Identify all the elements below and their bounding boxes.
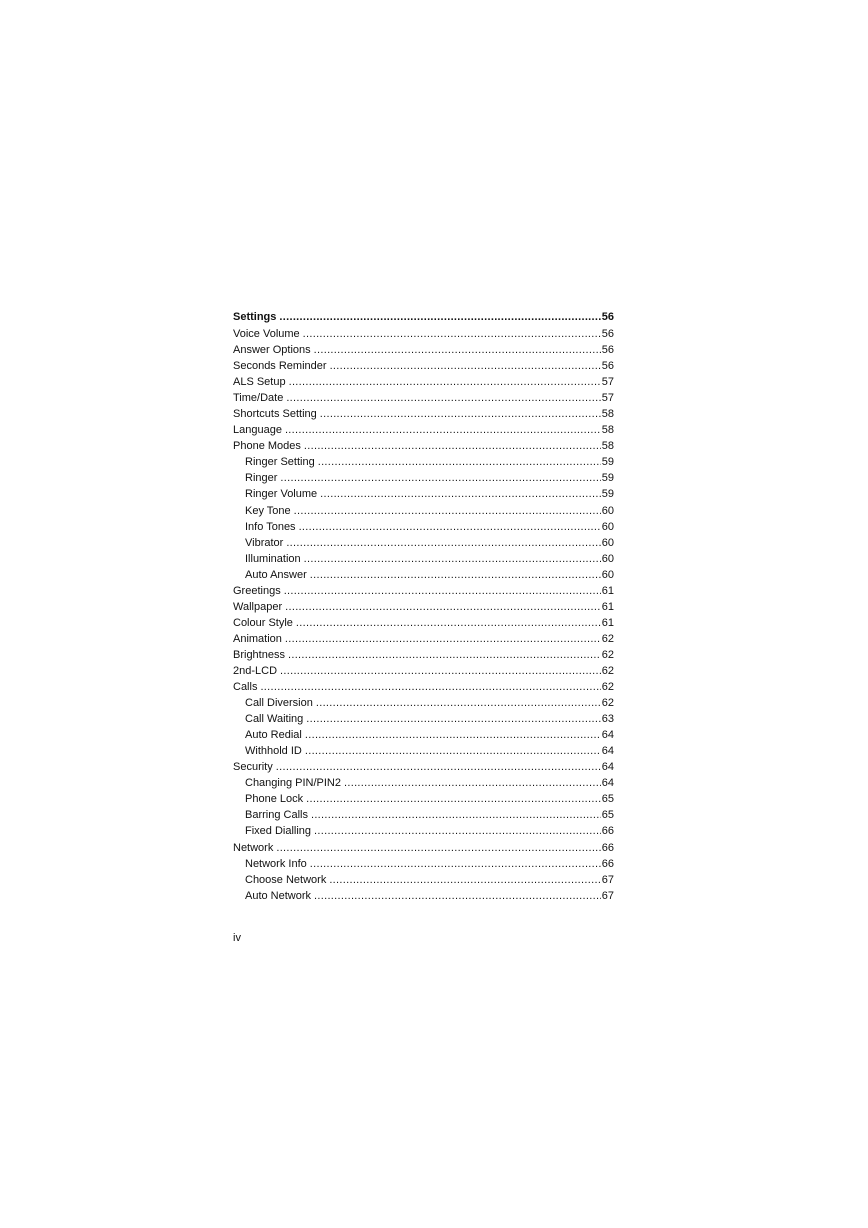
toc-entry-title: Wallpaper	[233, 600, 283, 613]
toc-entry-page: 62	[601, 648, 614, 661]
dot-leader	[316, 695, 601, 711]
toc-entry-page: 58	[601, 424, 614, 437]
toc-entry-page: 64	[601, 777, 614, 790]
toc-entry[interactable]	[233, 390, 614, 406]
toc-entry-page: 56	[601, 360, 614, 373]
toc-entry[interactable]	[233, 807, 614, 823]
dot-leader	[279, 309, 600, 326]
toc-entry-title: Ringer	[245, 472, 278, 485]
toc-entry-page: 62	[601, 632, 614, 645]
toc-entry-title: Brightness	[233, 648, 285, 661]
toc-entry-title: Network	[233, 841, 274, 854]
toc-entry[interactable]	[233, 438, 614, 454]
toc-entry-page: 56	[601, 344, 614, 357]
toc-entry-title: Network Info	[245, 857, 307, 870]
toc-entry[interactable]	[233, 342, 614, 358]
toc-entry[interactable]	[233, 679, 614, 695]
toc-entry-title: Choose Network	[245, 873, 327, 886]
toc-entry-page: 67	[601, 873, 614, 886]
page-number: iv	[233, 932, 241, 944]
toc-entry-page: 61	[601, 584, 614, 597]
toc-entry-title: Answer Options	[233, 344, 311, 357]
toc-entry-page: 62	[601, 697, 614, 710]
toc-entry[interactable]	[233, 406, 614, 422]
toc-entry[interactable]	[233, 583, 614, 599]
toc-entry-page: 56	[601, 311, 614, 323]
toc-entry-title: Animation	[233, 632, 282, 645]
dot-leader	[305, 743, 601, 759]
dot-leader	[305, 727, 601, 743]
table-of-contents	[233, 309, 614, 904]
toc-entry[interactable]	[233, 840, 614, 856]
toc-entry-title: 2nd-LCD	[233, 664, 278, 677]
toc-entry-title: Barring Calls	[245, 809, 308, 822]
dot-leader	[284, 583, 601, 599]
toc-entry-title: Vibrator	[245, 536, 284, 549]
toc-entry-title: Withhold ID	[245, 745, 302, 758]
toc-entry-page: 63	[601, 713, 614, 726]
toc-entry-page: 61	[601, 616, 614, 629]
toc-entry[interactable]	[233, 599, 614, 615]
dot-leader	[280, 663, 601, 679]
toc-entry-page: 56	[601, 328, 614, 340]
toc-entry-page: 62	[601, 664, 614, 677]
toc-entry-page: 64	[601, 761, 614, 774]
dot-leader	[276, 759, 601, 775]
toc-entry-page: 66	[601, 857, 614, 870]
dot-leader	[303, 326, 601, 342]
toc-entry-title: Shortcuts Setting	[233, 408, 317, 421]
dot-leader	[260, 679, 600, 695]
toc-entry-title: Settings	[233, 311, 277, 323]
toc-entry[interactable]	[233, 759, 614, 775]
toc-entry[interactable]	[233, 663, 614, 679]
dot-leader	[329, 872, 600, 888]
toc-entry[interactable]	[233, 535, 614, 551]
toc-entry[interactable]	[233, 309, 614, 326]
toc-entry-title: Ringer Volume	[245, 488, 318, 501]
toc-entry[interactable]	[233, 711, 614, 727]
dot-leader	[306, 711, 600, 727]
toc-entry-title: Time/Date	[233, 392, 284, 405]
dot-leader	[288, 647, 601, 663]
dot-leader	[344, 775, 601, 791]
dot-leader	[320, 486, 601, 502]
toc-entry-page: 60	[601, 552, 614, 565]
dot-leader	[330, 358, 601, 374]
dot-leader	[306, 791, 601, 807]
dot-leader	[310, 856, 601, 872]
toc-entry-title: Security	[233, 761, 273, 774]
toc-entry[interactable]	[233, 888, 614, 904]
dot-leader	[289, 374, 601, 390]
toc-entry[interactable]	[233, 775, 614, 791]
toc-entry-page: 62	[601, 681, 614, 694]
toc-entry-page: 66	[601, 825, 614, 838]
toc-entry-page: 60	[601, 536, 614, 549]
toc-entry-page: 60	[601, 520, 614, 533]
toc-entry[interactable]	[233, 374, 614, 390]
toc-entry-title: Greetings	[233, 584, 281, 597]
toc-entry-title: Illumination	[245, 552, 301, 565]
toc-entry[interactable]	[233, 823, 614, 839]
dot-leader	[318, 454, 601, 470]
toc-entry-title: Auto Network	[245, 889, 312, 902]
toc-entry-title: Call Diversion	[245, 697, 313, 710]
toc-entry-title: Fixed Dialling	[245, 825, 312, 838]
toc-entry-title: Call Waiting	[245, 713, 304, 726]
toc-entry[interactable]	[233, 519, 614, 535]
toc-entry-title: Phone Lock	[245, 793, 304, 806]
toc-entry[interactable]	[233, 695, 614, 711]
toc-entry-title: Seconds Reminder	[233, 360, 327, 373]
toc-entry-page: 67	[601, 889, 614, 902]
toc-entry-page: 65	[601, 809, 614, 822]
dot-leader	[285, 422, 601, 438]
dot-leader	[304, 438, 601, 454]
toc-entry-page: 59	[601, 472, 614, 485]
dot-leader	[304, 551, 601, 567]
toc-entry-title: Auto Redial	[245, 729, 302, 742]
toc-entry[interactable]	[233, 326, 614, 342]
dot-leader	[314, 342, 601, 358]
toc-entry-title: Voice Volume	[233, 328, 300, 340]
dot-leader	[299, 519, 601, 535]
toc-entry-page: 61	[601, 600, 614, 613]
dot-leader	[314, 888, 601, 904]
toc-entry-page: 58	[601, 408, 614, 421]
toc-entry[interactable]	[233, 567, 614, 583]
toc-entry-title: Calls	[233, 681, 258, 694]
toc-entry[interactable]	[233, 486, 614, 502]
toc-entry[interactable]	[233, 856, 614, 872]
toc-entry-title: Phone Modes	[233, 440, 301, 453]
toc-entry[interactable]	[233, 358, 614, 374]
toc-entry-page: 60	[601, 504, 614, 517]
toc-entry-page: 58	[601, 440, 614, 453]
toc-entry-page: 64	[601, 729, 614, 742]
toc-entry[interactable]	[233, 727, 614, 743]
toc-entry[interactable]	[233, 470, 614, 486]
toc-entry[interactable]	[233, 631, 614, 647]
dot-leader	[286, 535, 600, 551]
toc-entry[interactable]	[233, 872, 614, 888]
dot-leader	[285, 631, 601, 647]
toc-entry-title: Ringer Setting	[245, 456, 315, 469]
toc-entry[interactable]	[233, 615, 614, 631]
toc-entry[interactable]	[233, 647, 614, 663]
toc-entry-title: Auto Answer	[245, 568, 307, 581]
toc-entry-title: Info Tones	[245, 520, 296, 533]
toc-entry-page: 59	[601, 488, 614, 501]
dot-leader	[311, 807, 601, 823]
toc-entry-title: Key Tone	[245, 504, 291, 517]
toc-entry-title: Colour Style	[233, 616, 293, 629]
toc-entry-page: 60	[601, 568, 614, 581]
dot-leader	[314, 823, 601, 839]
toc-entry-title: Language	[233, 424, 282, 437]
toc-entry-title: Changing PIN/PIN2	[245, 777, 341, 790]
toc-entry[interactable]	[233, 743, 614, 759]
toc-entry-page: 57	[601, 392, 614, 405]
toc-entry-page: 57	[601, 376, 614, 389]
dot-leader	[310, 567, 601, 583]
dot-leader	[280, 470, 600, 486]
dot-leader	[296, 615, 601, 631]
toc-entry-title: ALS Setup	[233, 376, 286, 389]
dot-leader	[320, 406, 601, 422]
toc-entry-page: 64	[601, 745, 614, 758]
toc-entry[interactable]	[233, 454, 614, 470]
toc-entry[interactable]	[233, 503, 614, 519]
toc-entry[interactable]	[233, 791, 614, 807]
dot-leader	[285, 599, 601, 615]
toc-entry-page: 65	[601, 793, 614, 806]
dot-leader	[286, 390, 600, 406]
dot-leader	[294, 503, 601, 519]
toc-entry[interactable]	[233, 422, 614, 438]
toc-entry-page: 66	[601, 841, 614, 854]
toc-entry[interactable]	[233, 551, 614, 567]
toc-entry-page: 59	[601, 456, 614, 469]
dot-leader	[276, 840, 600, 856]
